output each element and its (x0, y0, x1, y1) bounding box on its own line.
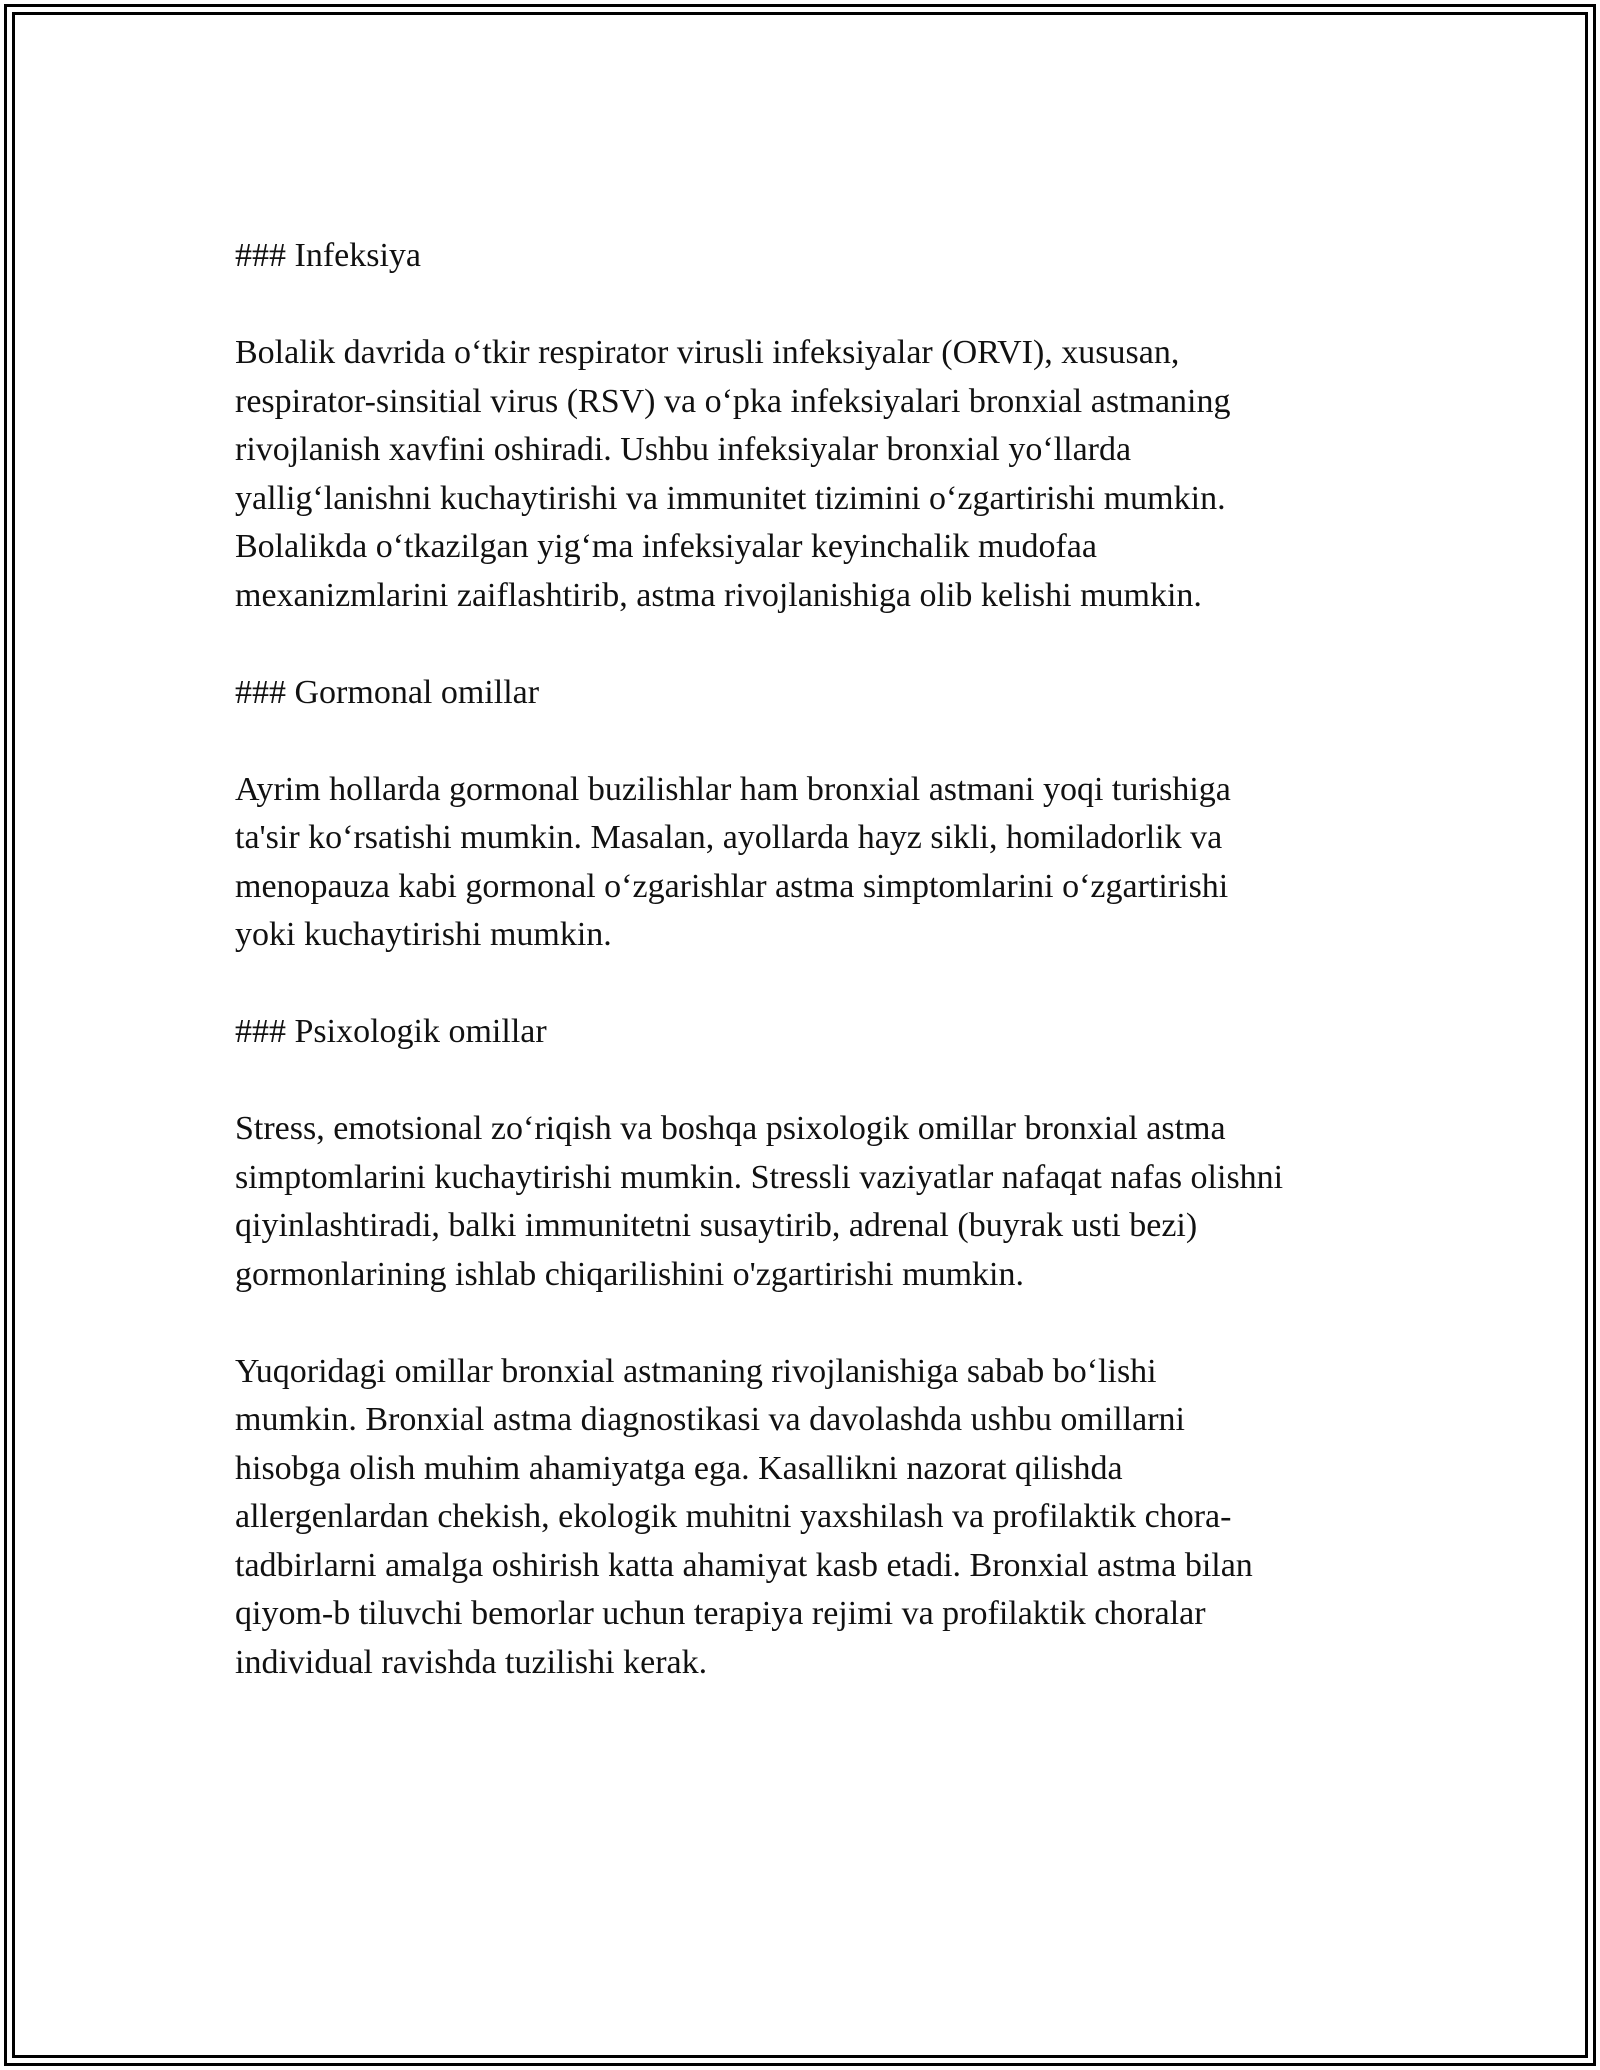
section-heading-infeksiya: ### Infeksiya (235, 237, 422, 274)
section-heading-gormonal-omillar: ### Gormonal omillar (235, 673, 540, 711)
section-heading-psixologik-omillar: ### Psixologik omillar (235, 1013, 547, 1050)
conclusion-paragraph: Yuqoridagi omillar bronxial astmaning rivojlanishiga sabab bo‘lishi mumkin. Bronxial astma diagnostikasi va davolashda ushbu omillarni hisobga olish muhim ahamiyatga ega. Kasallikni nazorat qilishda allergenlardan chekish, ekologik muhitni yaxshilash va profilaktik chora- tadbirlarni amalga oshirish katta ahamiyat kasb etadi. Bronxial astma bilan qiyom-b tiluvchi bemorlar uchun terapiya rejimi va profilaktik choralar individual ravishda tuzilishi kerak. (235, 1352, 1253, 1681)
section-paragraph-psixologik-omillar: Stress, emotsional zo‘riqish va boshqa psixologik omillar bronxial astma simptomlarini kuchaytirishi mumkin. Stressli vaziyatlar nafaqat nafas olishni qiyinlashtiradi, balki immunitetni susaytirib, adrenal (buyrak usti bezi) gormonlarining ishlab chiqarilishini o'zgartirishi mumkin. (235, 1110, 1284, 1293)
section-paragraph-infeksiya: Bolalik davrida o‘tkir respirator virusli infeksiyalar (ORVI), xususan, respirator-sinsitial virus (RSV) va o‘pka infeksiyalari bronxial astmaning rivojlanish xavfini oshiradi. Ushbu infeksiyalar bronxial yo‘llarda yallig‘lanishni kuchaytirishi va immunitet tizimini o‘zgartirishi mumkin. Bolalikda o‘tkazilgan yig‘ma infeksiyalar keyinchalik mudofaa mexanizmlarini zaiflashtirib, astma rivojlanishiga olib kelishi mumkin. (235, 334, 1231, 614)
section-paragraph-gormonal-omillar: Ayrim hollarda gormonal buzilishlar ham bronxial astmani yoqi turishiga ta'sir ko‘rsatishi mumkin. Masalan, ayollarda hayz sikli, homiladorlik va menopauza kabi gormonal o‘zgarishlar astma simptomlarini o‘zgartirishi yoki kuchaytirishi mumkin. (235, 770, 1231, 953)
document-body (235, 232, 1375, 1736)
